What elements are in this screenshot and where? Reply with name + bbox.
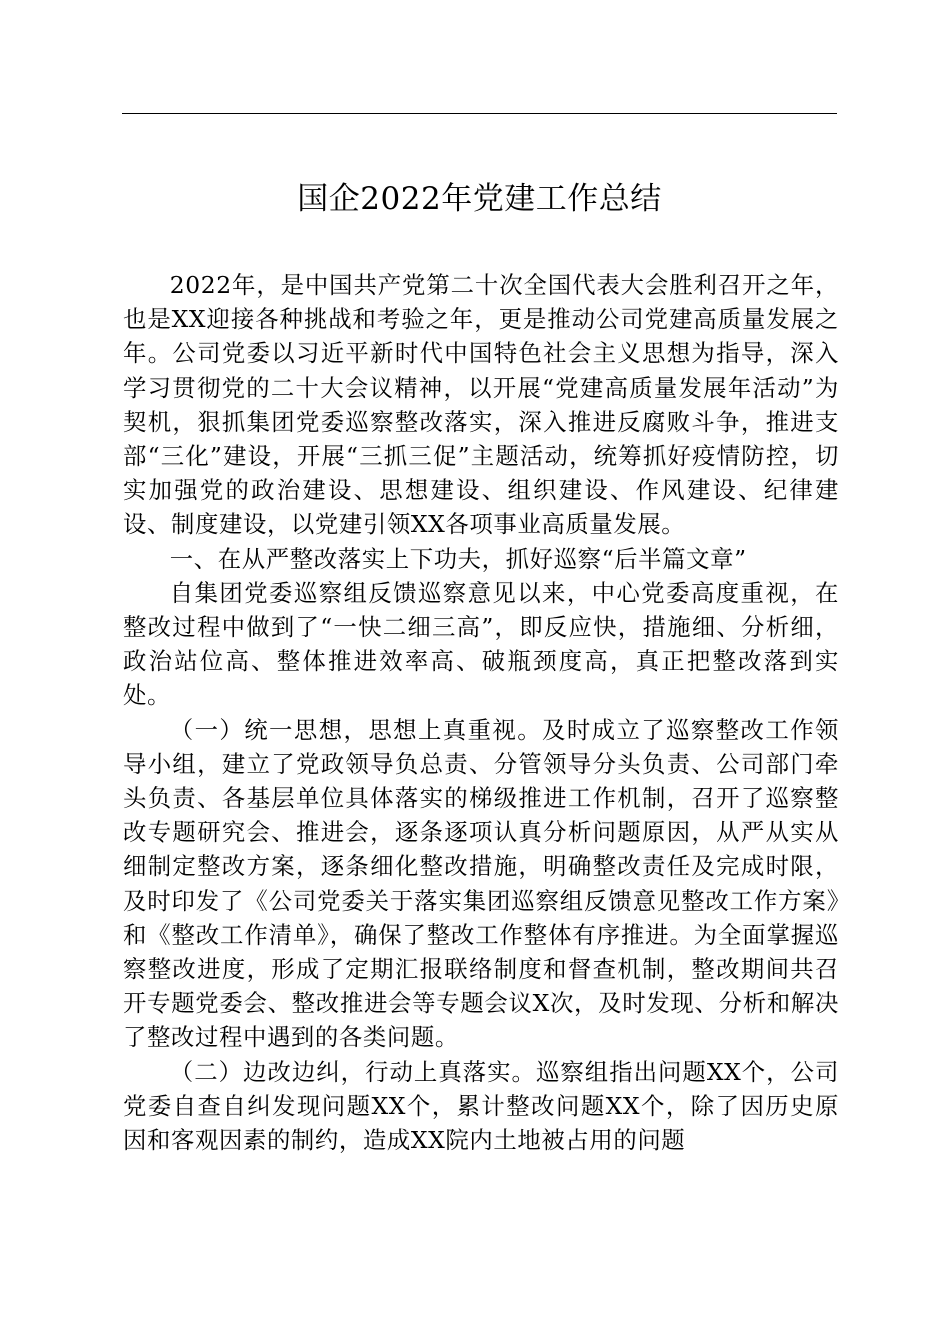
document-title: 国企2022年党建工作总结: [297, 181, 662, 217]
section-1-paragraph: 自集团党委巡察组反馈巡察意见以来，中心党委高度重视，在整改过程中做到了“一快二细三高”，即反应快，措施细、分析细，政治站位高、整体推进效率高、破瓶颈度高，真正把整改落到实处。: [123, 578, 839, 710]
intro-paragraph: 2022年，是中国共产党第二十次全国代表大会胜利召开之年，也是XX迎接各种挑战和考验之年，更是推动公司党建高质量发展之年。公司党委以习近平新时代中国特色社会主义思想为指导，深入学习贯彻党的二十大会议精神，以开展“党建高质量发展年活动”为契机，狠抓集团党委巡察整改落实，深入推进反腐败斗争，推进支部“三化”建设，开展“三抓三促”主题活动，统筹抓好疫情防控，切实加强党的政治建设、思想建设、组织建设、作风建设、纪律建设、制度建设，以党建引领XX各项事业高质量发展。: [123, 271, 839, 539]
document-body: [123, 268, 839, 1157]
subsection-2-paragraph: （二）边改边纠，行动上真落实。巡察组指出问题XX个，公司党委自查自纠发现问题XX个，累计整改问题XX个，除了因历史原因和客观因素的制约，造成XX院内土地被占用的问题: [123, 1057, 839, 1155]
subsection-1-paragraph: （一）统一思想，思想上真重视。及时成立了巡察整改工作领导小组，建立了党政领导负总责、分管领导分头负责、公司部门牵头负责、各基层单位具体落实的梯级推进工作机制，召开了巡察整改专题研究会、推进会，逐条逐项认真分析问题原因，从严从实从细制定整改方案，逐条细化整改措施，明确整改责任及完成时限，及时印发了《公司党委关于落实集团巡察组反馈意见整改工作方案》和《整改工作清单》，确保了整改工作整体有序推进。为全面掌握巡察整改进度，形成了定期汇报联络制度和督查机制，整改期间共召开专题党委会、整改推进会等专题会议X次，及时发现、分析和解决了整改过程中遇到的各类问题。: [123, 715, 839, 1052]
header-rule: [122, 113, 837, 114]
section-heading-1: 一、在从严整改落实上下功夫，抓好巡察“后半篇文章”: [169, 544, 747, 573]
